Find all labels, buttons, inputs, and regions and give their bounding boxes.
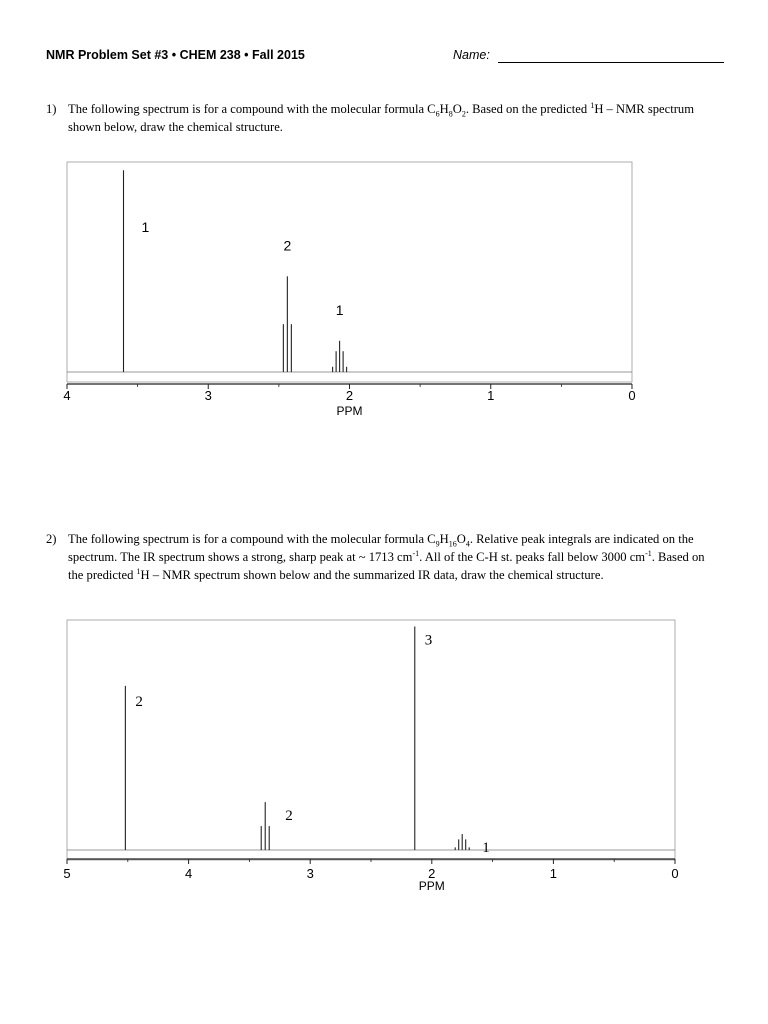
x-tick-label: 2 <box>345 388 354 403</box>
x-tick-label: 4 <box>184 866 193 881</box>
peak-integral-label: 2 <box>285 808 293 825</box>
question-1-number: 1) <box>46 102 57 116</box>
question-2-text: The following spectrum is for a compound with the molecular formula $C_9H_{16}O_4$. Relative peak integrals are indicated on the spectrum. The IR spectrum shows a strong, sharp peak at ~ 1713 $cm^{-1}$. All of the C-H st. peaks fall below 3000 $cm^{-1}$. Based on the predicted $^1$H – NMR spectrum shown below and the summarized IR data, draw the chemical structure. <box>68 532 705 582</box>
nmr-spectrum-1 <box>0 150 768 430</box>
peak-integral-label: 1 <box>482 840 490 857</box>
question-1-text: The following spectrum is for a compound with the molecular formula $C_6H_8O_2$. Based on the predicted $^1$H – NMR spectrum shown below, draw the chemical structure. <box>68 100 695 134</box>
nmr-spectrum-2 <box>0 610 768 910</box>
x-tick-label: 3 <box>306 866 314 881</box>
x-axis-title: PPM <box>336 404 363 418</box>
plot-frame <box>67 620 675 860</box>
x-tick-label: 5 <box>63 866 71 881</box>
peak-integral-label: 2 <box>135 693 143 710</box>
x-tick-label: 1 <box>487 388 495 403</box>
question-2 <box>46 530 722 584</box>
x-tick-label: 3 <box>204 388 212 403</box>
question-1 <box>46 100 722 136</box>
header-title: NMR Problem Set #3 • CHEM 238 • Fall 2015 <box>46 48 305 62</box>
x-tick-label: 0 <box>628 388 636 403</box>
question-2-number: 2) <box>46 532 57 546</box>
x-tick-label: 0 <box>671 866 679 881</box>
peak-integral-label: 1 <box>141 219 150 236</box>
x-tick-label: 1 <box>549 866 558 881</box>
x-axis-title: PPM <box>418 879 445 893</box>
x-tick-label: 2 <box>428 866 436 881</box>
page-header <box>46 48 726 68</box>
name-label: Name: <box>453 48 490 62</box>
x-tick-label: 4 <box>63 388 71 403</box>
peak-integral-label: 1 <box>335 301 344 318</box>
plot-frame <box>67 162 632 382</box>
peak-integral-label: 2 <box>283 237 292 254</box>
peak-integral-label: 3 <box>424 632 433 649</box>
name-blank-line <box>498 62 724 63</box>
